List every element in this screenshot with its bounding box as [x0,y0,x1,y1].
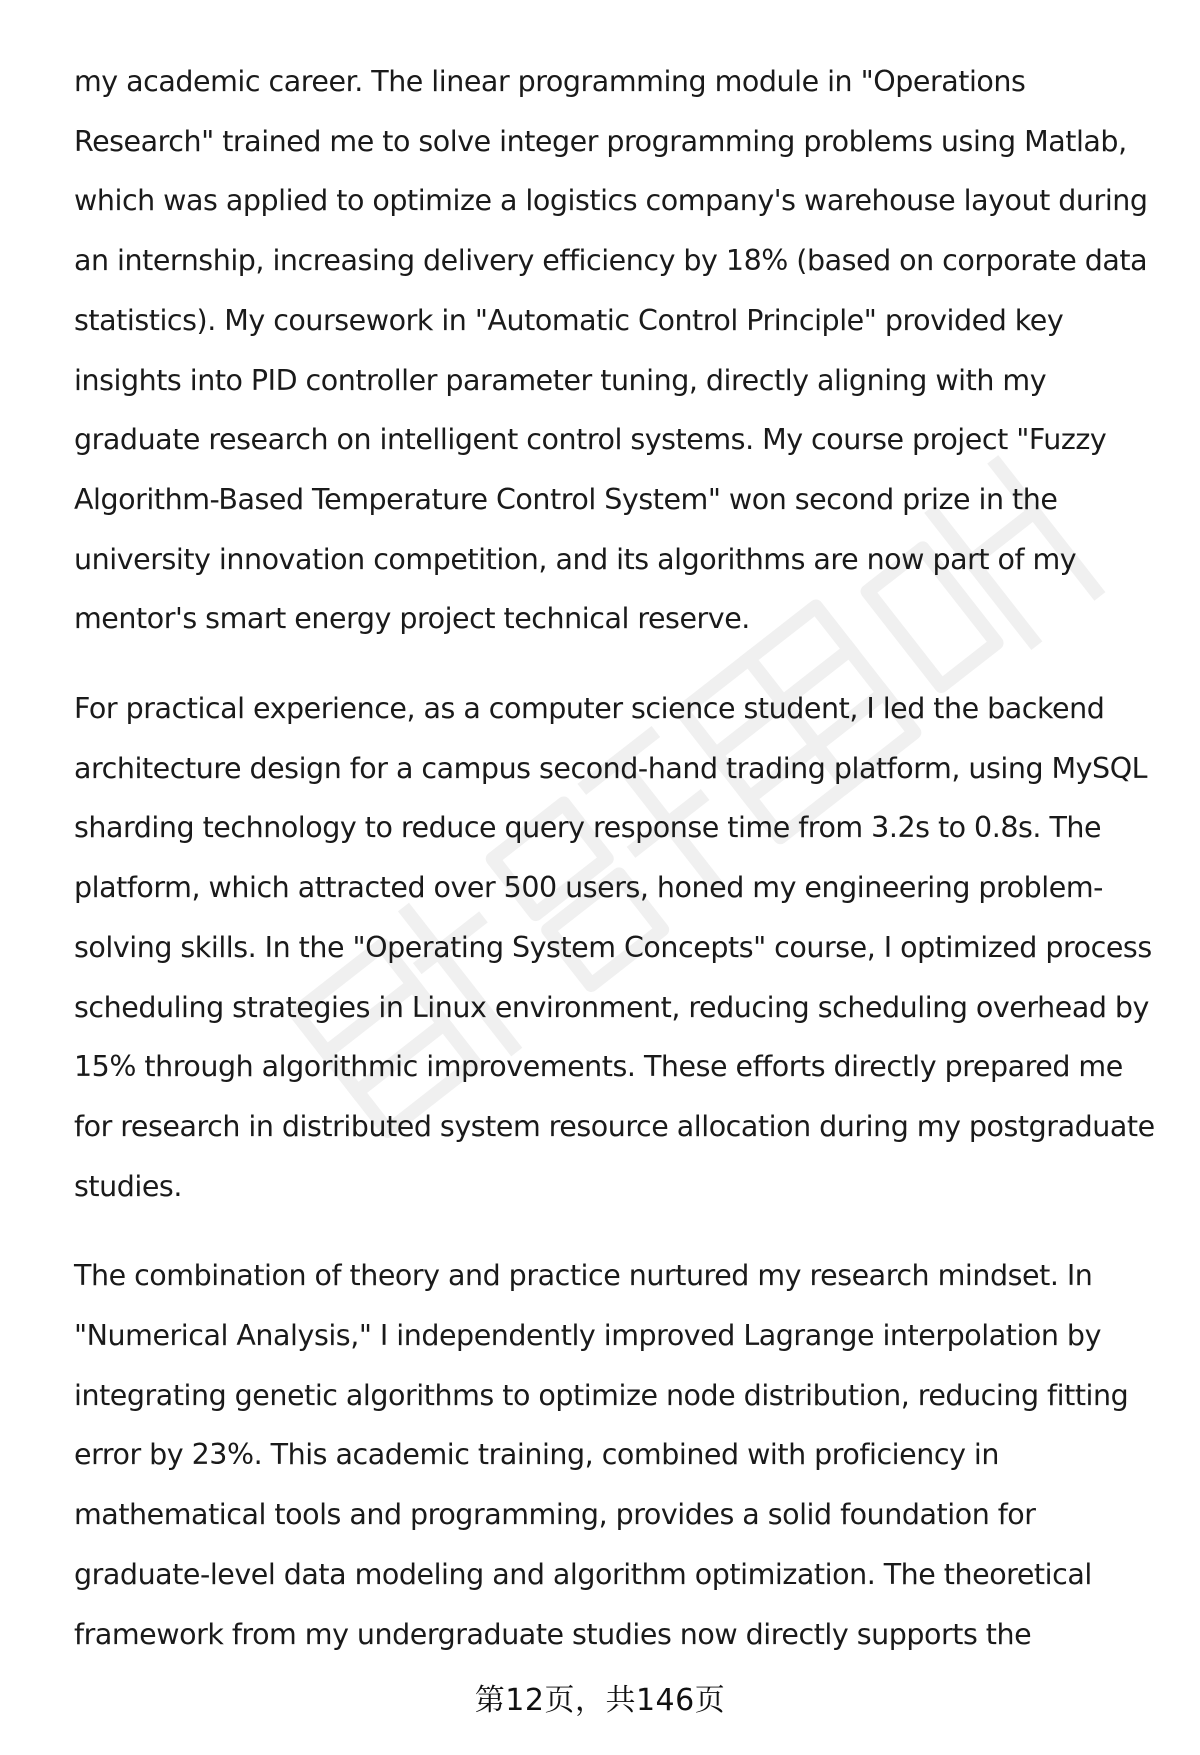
paragraph-3: The combination of theory and practice nurtured my research mindset. In "Numerical Analysis," I independently improved Lagrange interpolation by integrating genetic algorithms to optimize node distribution, reducing fitting error by 23%. This academic training, combined with proficiency in mathematical tools and programming, provides a solid foundation for graduate-level data modeling and algorithm optimization. The theoretical framework from my undergraduate studies now directly supports the [74,1259,1129,1651]
paragraph-2: For practical experience, as a computer science student, I led the backend architecture design for a campus second-hand trading platform, using MySQL sharding technology to reduce query response time from 3.2s to 0.8s. The platform, which attracted over 500 users, honed my engineering problem-solving skills. In the "Operating System Concepts" course, I optimized process scheduling strategies in Linux environment, reducing scheduling overhead by 15% through algorithmic improvements. These efforts directly prepared me for research in distributed system resource allocation during my postgraduate studies. [74,692,1155,1203]
body-text [74,52,1164,1664]
page-number-footer: 第12页，共146页 [474,1683,726,1718]
paragraph-1: my academic career. The linear programming module in "Operations Research" trained me to solve integer programming problems using Matlab, which was applied to optimize a logistics company's warehouse layout during an internship, increasing delivery efficiency by 18% (based on corporate data statistics). My coursework in "Automatic Control Principle" provided key insights into PID controller parameter tuning, directly aligning with my graduate research on intelligent control systems. My course project "Fuzzy Algorithm-Based Temperature Control System" won second prize in the university innovation competition, and its algorithms are now part of my mentor's smart energy project technical reserve. [74,65,1148,636]
